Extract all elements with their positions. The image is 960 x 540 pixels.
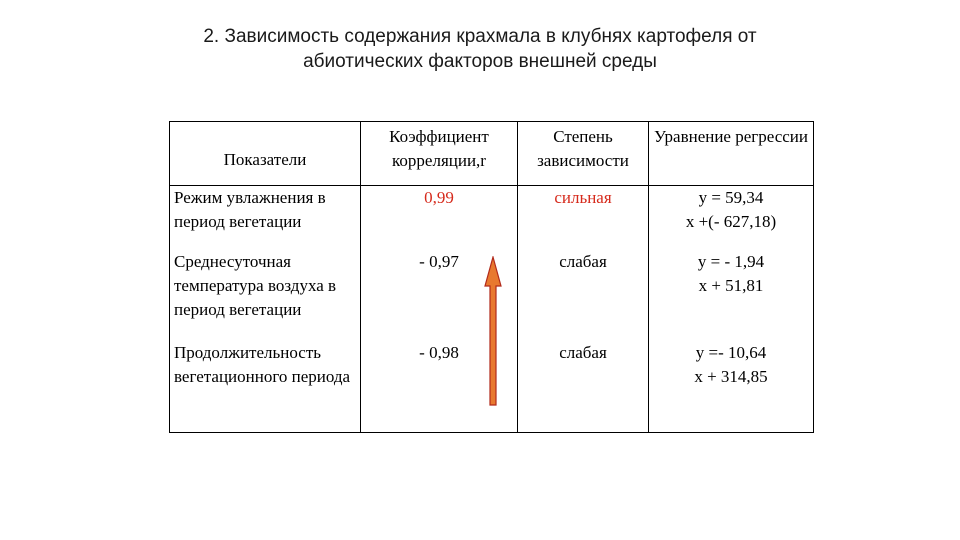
header-correlation: Коэффициент корреляции,r	[361, 122, 518, 186]
regression-line-1: y = 59,34	[698, 188, 764, 207]
row-indicator: Режим увлажнения в период вегетации	[170, 186, 361, 250]
row-dependence: слабая	[518, 250, 649, 341]
title-line-1: 2. Зависимость содержания крахмала в клубнях картофеля от	[203, 26, 757, 47]
slide-title	[0, 24, 960, 74]
header-regression: Уравнение регрессии	[649, 122, 814, 186]
up-arrow-icon	[484, 256, 502, 406]
row-regression	[649, 186, 814, 250]
table-header-row	[170, 122, 814, 186]
regression-line-2: x +(- 627,18)	[685, 212, 777, 231]
regression-line-1: y =- 10,64	[695, 342, 767, 362]
row-correlation: 0,99	[361, 186, 518, 250]
row-indicator: Продолжительность вегетационного периода	[170, 341, 361, 433]
row-correlation: - 0,97	[361, 250, 518, 341]
row-regression	[649, 341, 814, 433]
row-regression	[649, 250, 814, 341]
row-indicator: Среднесуточная температура воздуха в период вегетации	[170, 250, 361, 341]
regression-line-2: x + 314,85	[694, 366, 768, 386]
regression-line-1: y = - 1,94	[697, 251, 765, 271]
header-dependence: Степень зависимости	[518, 122, 649, 186]
row-dependence: слабая	[518, 341, 649, 433]
regression-line-2: x + 51,81	[698, 275, 764, 295]
title-line-2: абиотических факторов внешней среды	[303, 51, 657, 72]
row-correlation: - 0,98	[361, 341, 518, 433]
table-row	[170, 186, 814, 250]
row-dependence: сильная	[518, 186, 649, 250]
header-indicator: Показатели	[170, 122, 361, 186]
